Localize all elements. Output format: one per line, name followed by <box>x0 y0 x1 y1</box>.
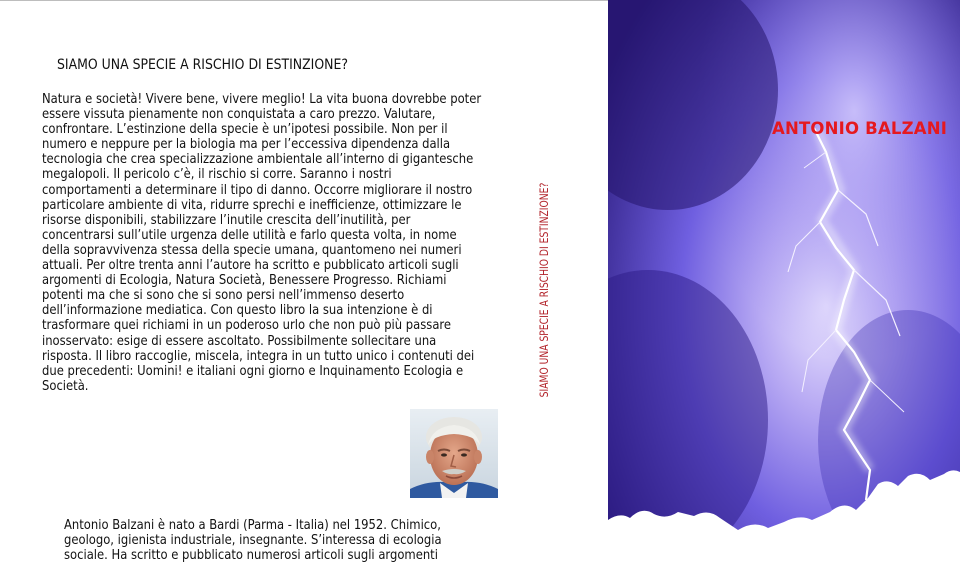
blurb-line: particolare ambiente di vita, ridurre sprechi e inefficienze, ottimizzare le <box>42 197 462 213</box>
cover-author-name: ANTONIO BALZANI <box>772 119 948 138</box>
blurb-line: tecnologia che crea specializzazione ambientale all’interno di gigantesche <box>42 152 474 168</box>
back-cover-title: SIAMO UNA SPECIE A RISCHIO DI ESTINZIONE? <box>57 57 348 73</box>
blurb-line: confrontare. L’estinzione della specie è un’ipotesi possibile. Non per il <box>42 122 448 138</box>
blurb-line: concentrarsi sull’utile urgenza delle utilità e farlo questa volta, in nome <box>42 227 457 243</box>
blurb-line: risorse disponibili, stabilizzare l’inutile crescita dell’inutilità, per <box>42 212 411 228</box>
blurb-line: attuali. Per oltre trenta anni l’autore ha scritto e pubblicato articoli sugli <box>42 258 459 274</box>
blurb-line: due precedenti: Uomini! e italiani ogni giorno e Inquinamento Ecologia e <box>42 363 464 379</box>
blurb-line: comportamenti a determinare il tipo di danno. Occorre migliorare il nostro <box>42 182 473 198</box>
blurb-line: megalopoli. Il pericolo c’è, il rischio si corre. Saranno i nostri <box>42 167 392 183</box>
blurb-line: potenti ma che si sono che si sono persi nell’immenso deserto <box>42 288 405 304</box>
bio-line: sociale. Ha scritto e pubblicato numerosi articoli sugli argomenti <box>64 548 438 563</box>
blurb-line: numero e neppure per la biologia ma per l’eccessiva dipendenza dalla <box>42 137 451 153</box>
blurb-line: essere vissuta pienamente non conquistata a caro prezzo. Valutare, <box>42 107 436 123</box>
author-bio <box>64 518 492 563</box>
author-photo <box>410 409 498 498</box>
bio-line: geologo, igienista industriale, insegnante. S’interessa di ecologia <box>64 533 442 549</box>
blurb-line: della sopravvivenza stessa della specie umana, quantomeno nei numeri <box>42 242 462 258</box>
page-top-border <box>0 0 608 1</box>
blurb-line: risposta. Il libro raccoglie, miscela, integra in un tutto unico i contenuti dei <box>42 348 475 364</box>
bio-line: Antonio Balzani è nato a Bardi (Parma - Italia) nel 1952. Chimico, <box>64 518 441 533</box>
blurb-line: dell’informazione mediatica. Con questo libro la sua intenzione è di <box>42 303 433 319</box>
blurb-line: trasformare quei richiami in un poderoso urlo che non può più passare <box>42 318 452 334</box>
back-cover-blurb <box>42 92 535 394</box>
front-cover <box>608 0 960 556</box>
author-portrait-icon <box>410 409 498 498</box>
lightning-storm-icon <box>608 0 960 556</box>
blurb-line: inosservato: esige di essere ascoltato. Possibilmente sollecitare una <box>42 333 437 349</box>
blurb-line: argomenti di Ecologia, Natura Società, Benessere Progresso. Richiami <box>42 273 447 289</box>
blurb-line: Natura e società! Vivere bene, vivere meglio! La vita buona dovrebbe poter <box>42 92 482 107</box>
blurb-line: Società. <box>42 378 89 394</box>
spine-title: SIAMO UNA SPECIE A RISCHIO DI ESTINZIONE? <box>537 182 551 398</box>
